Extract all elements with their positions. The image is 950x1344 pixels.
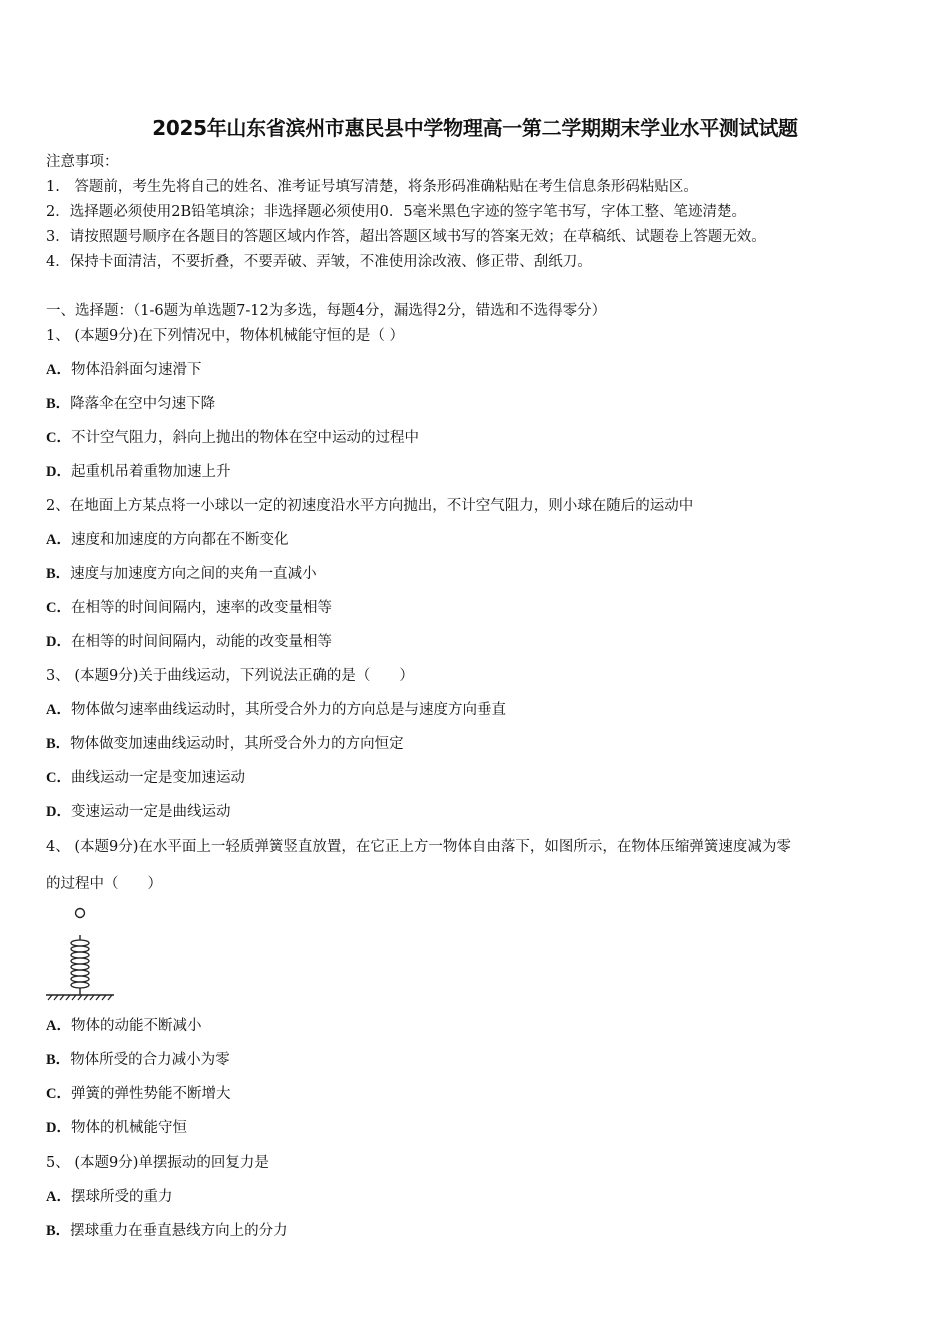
question-stem: 2、在地面上方某点将一小球以一定的初速度沿水平方向抛出，不计空气阻力，则小球在随后的运动中	[46, 498, 694, 514]
option-a: A．摆球所受的重力	[46, 1189, 173, 1205]
question-stem: 5、 (本题9分)单摆振动的回复力是	[46, 1155, 269, 1171]
notice-item: 3．请按照题号顺序在各题目的答题区域内作答，超出答题区域书写的答案无效；在草稿纸、试题卷上答题无效。	[46, 229, 766, 245]
option-d: D．物体的机械能守恒	[46, 1120, 187, 1136]
option-c: C．曲线运动一定是变加速运动	[46, 770, 245, 786]
option-a: A．速度和加速度的方向都在不断变化	[46, 532, 289, 548]
notice-item: 4．保持卡面清洁，不要折叠，不要弄破、弄皱，不准使用涂改液、修正带、刮纸刀。	[46, 254, 592, 270]
option-b: B．降落伞在空中匀速下降	[46, 396, 216, 412]
section-heading: 一、选择题：（1-6题为单选题7-12为多选，每题4分，漏选得2分，错选和不选得零分）	[46, 303, 607, 319]
spring-coil	[71, 940, 89, 988]
question-stem: 3、 (本题9分)关于曲线运动，下列说法正确的是（ ）	[46, 668, 414, 684]
question-stem: 1、 (本题9分)在下列情况中，物体机械能守恒的是（ ）	[46, 328, 404, 344]
notice-item: 2．选择题必须使用2B铅笔填涂；非选择题必须使用0．5毫米黑色字迹的签字笔书写，字体工整、笔迹清楚。	[46, 204, 747, 220]
question-stem: 4、 (本题9分)在水平面上一轻质弹簧竖直放置，在它正上方一物体自由落下，如图所示，在物体压缩弹簧速度减为零	[46, 839, 791, 855]
option-d: D．在相等的时间间隔内，动能的改变量相等	[46, 634, 332, 650]
option-c: C．弹簧的弹性势能不断增大	[46, 1086, 231, 1102]
page-title: 2025年山东省滨州市惠民县中学物理高一第二学期期末学业水平测试试题	[152, 116, 798, 140]
notice-item: 1. 答题前，考生先将自己的姓名、准考证号填写清楚，将条形码准确粘贴在考生信息条形码粘贴区。	[46, 179, 698, 195]
option-b: B．摆球重力在垂直悬线方向上的分力	[46, 1223, 288, 1239]
option-c: C．在相等的时间间隔内，速率的改变量相等	[46, 600, 332, 616]
option-a: A．物体的动能不断减小	[46, 1018, 202, 1034]
notice-heading: 注意事项：	[46, 154, 119, 170]
option-b: B．物体做变加速曲线运动时，其所受合外力的方向恒定	[46, 736, 404, 752]
option-b: B．物体所受的合力减小为零	[46, 1052, 230, 1068]
ball	[76, 909, 85, 918]
option-a: A．物体沿斜面匀速滑下	[46, 362, 202, 378]
spring-figure	[44, 902, 116, 1002]
option-b: B．速度与加速度方向之间的夹角一直减小	[46, 566, 317, 582]
ground-hatch	[46, 995, 114, 1000]
option-d: D．变速运动一定是曲线运动	[46, 804, 231, 820]
question-stem-continued: 的过程中（ ）	[46, 876, 162, 892]
option-d: D．起重机吊着重物加速上升	[46, 464, 231, 480]
option-c: C．不计空气阻力，斜向上抛出的物体在空中运动的过程中	[46, 430, 419, 446]
option-a: A．物体做匀速率曲线运动时，其所受合外力的方向总是与速度方向垂直	[46, 702, 506, 718]
